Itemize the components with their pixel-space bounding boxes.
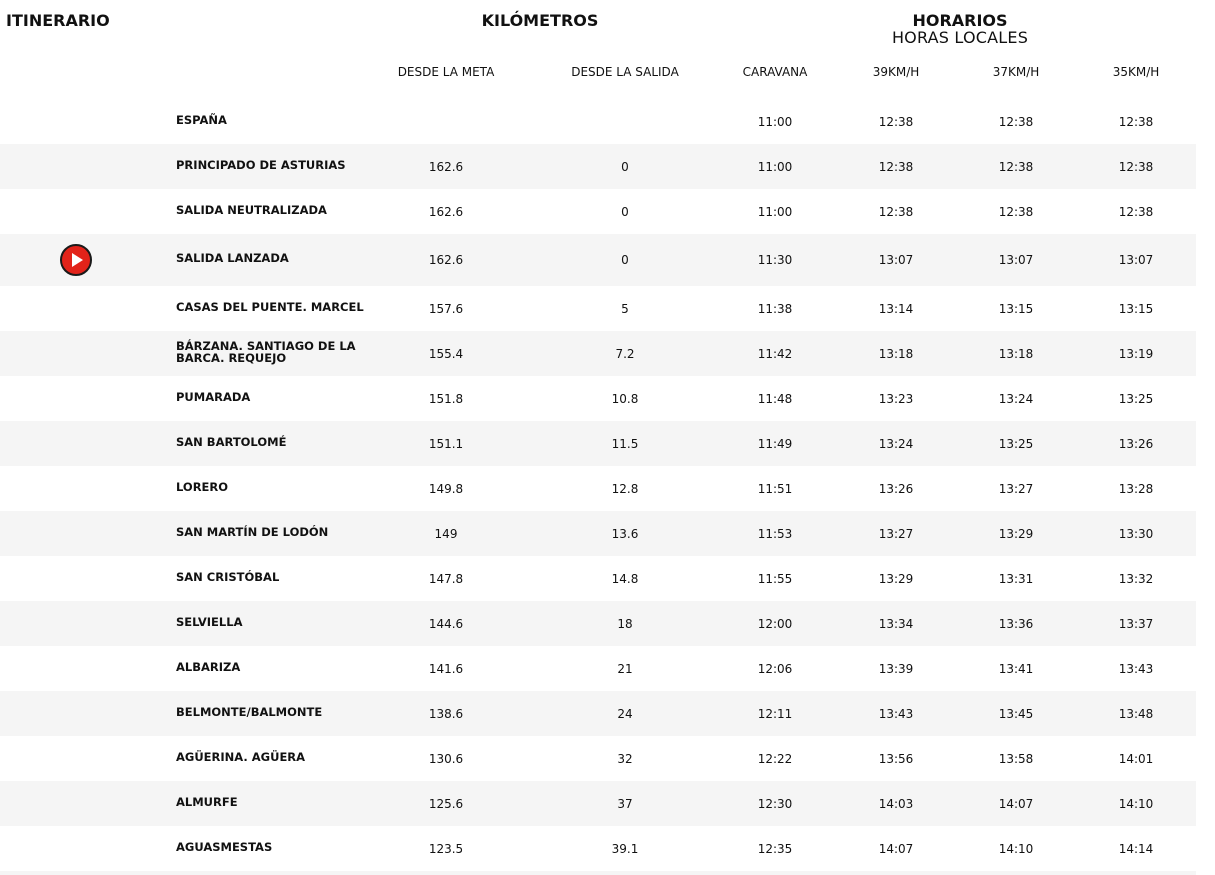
table-row: [0, 376, 1196, 421]
time-39kmh-cell: 13:39: [878, 661, 914, 676]
caravana-cell: 11:42: [757, 346, 793, 361]
table-row: [0, 646, 1196, 691]
time-39kmh-cell: 13:43: [878, 706, 914, 721]
play-triangle-icon: [72, 253, 83, 267]
time-35kmh-cell: 13:19: [1118, 346, 1154, 361]
table-row: [0, 556, 1196, 601]
desde-la-salida-cell: 5: [621, 301, 629, 316]
caravana-cell: 11:00: [757, 204, 793, 219]
time-39kmh-cell: 14:07: [878, 841, 914, 856]
time-35kmh-cell: 13:37: [1118, 616, 1154, 631]
table-row: [0, 736, 1196, 781]
location-name-cell: CASAS DEL PUENTE. MARCEL: [176, 299, 364, 314]
time-35kmh-cell: 13:43: [1118, 661, 1154, 676]
table-row: [0, 234, 1196, 286]
desde-la-salida-cell: 18: [617, 616, 633, 631]
desde-la-meta-cell: 162.6: [428, 253, 464, 267]
location-name-cell: [176, 869, 366, 875]
desde-la-meta-cell: 162.6: [428, 204, 464, 219]
col-header-35kmh: 35KM/H: [1112, 65, 1160, 79]
table-row: [0, 144, 1196, 189]
time-37kmh-cell: 13:18: [998, 346, 1034, 361]
time-39kmh-cell: 13:27: [878, 526, 914, 541]
time-39kmh-cell: 13:26: [878, 481, 914, 496]
table-row: [0, 99, 1196, 144]
desde-la-salida-cell: 37: [617, 796, 633, 811]
location-name-cell: AGÜERINA. AGÜERA: [176, 749, 306, 764]
desde-la-salida-cell: 0: [621, 253, 629, 267]
desde-la-meta-cell: [386, 871, 506, 875]
caravana-cell: 11:55: [757, 571, 793, 586]
table-row: [0, 871, 1196, 875]
location-name-cell: SALIDA LANZADA: [176, 251, 289, 265]
desde-la-meta-cell: 157.6: [428, 301, 464, 316]
desde-la-meta-cell: 141.6: [428, 661, 464, 676]
caravana-cell: 11:51: [757, 481, 793, 496]
time-37kmh-cell: 13:24: [998, 391, 1034, 406]
time-35kmh-cell: 13:07: [1118, 253, 1154, 267]
time-35kmh-cell: 13:30: [1118, 526, 1154, 541]
desde-la-salida-cell: [565, 871, 685, 875]
time-37kmh-cell: 13:31: [998, 571, 1034, 586]
desde-la-meta-cell: 155.4: [428, 346, 464, 361]
time-37kmh-cell: 14:07: [998, 796, 1034, 811]
desde-la-meta-cell: 138.6: [428, 706, 464, 721]
play-icon[interactable]: [60, 244, 92, 276]
table-row: [0, 781, 1196, 826]
caravana-cell: 11:38: [757, 301, 793, 316]
desde-la-meta-cell: 123.5: [428, 841, 464, 856]
desde-la-meta-cell: 130.6: [428, 751, 464, 766]
time-39kmh-cell: 13:07: [878, 253, 914, 267]
caravana-cell: [715, 871, 835, 875]
location-name-cell: AGUASMESTAS: [176, 839, 273, 854]
time-35kmh-cell: 13:32: [1118, 571, 1154, 586]
time-39kmh-cell: [836, 871, 956, 875]
desde-la-salida-cell: 10.8: [611, 391, 639, 406]
time-39kmh-cell: 13:29: [878, 571, 914, 586]
time-37kmh-cell: 13:58: [998, 751, 1034, 766]
location-name-cell: ESPAÑA: [176, 112, 227, 127]
time-39kmh-cell: 13:18: [878, 346, 914, 361]
desde-la-salida-cell: 24: [617, 706, 633, 721]
location-name-cell: SELVIELLA: [176, 614, 243, 629]
col-header-37kmh: 37KM/H: [992, 65, 1040, 79]
time-35kmh-cell: 13:48: [1118, 706, 1154, 721]
desde-la-meta-cell: 162.6: [428, 159, 464, 174]
col-header-desde-la-meta: DESDE LA META: [397, 65, 495, 79]
time-37kmh-cell: 13:45: [998, 706, 1034, 721]
location-name-cell: SAN MARTÍN DE LODÓN: [176, 524, 329, 539]
time-39kmh-cell: 13:24: [878, 436, 914, 451]
desde-la-salida-cell: 39.1: [611, 841, 639, 856]
time-39kmh-cell: 13:14: [878, 301, 914, 316]
location-name-cell: LORERO: [176, 479, 229, 494]
desde-la-meta-cell: [386, 99, 506, 144]
col-header-caravana: CARAVANA: [742, 65, 808, 79]
desde-la-salida-cell: 7.2: [615, 346, 635, 361]
desde-la-salida-cell: 11.5: [611, 436, 639, 451]
time-35kmh-cell: 13:26: [1118, 436, 1154, 451]
time-37kmh-cell: 13:25: [998, 436, 1034, 451]
time-37kmh-cell: 12:38: [998, 159, 1034, 174]
table-row: [0, 286, 1196, 331]
table-row: [0, 421, 1196, 466]
time-39kmh-cell: 12:38: [878, 114, 914, 129]
time-35kmh-cell: 14:10: [1118, 796, 1154, 811]
location-name-cell: ALBARIZA: [176, 659, 241, 674]
desde-la-salida-cell: 0: [621, 204, 629, 219]
location-name-cell: SALIDA NEUTRALIZADA: [176, 202, 327, 217]
desde-la-meta-cell: 151.8: [428, 391, 464, 406]
itinerary-table: [0, 99, 1196, 875]
desde-la-meta-cell: 144.6: [428, 616, 464, 631]
caravana-cell: 11:00: [757, 159, 793, 174]
time-35kmh-cell: 14:01: [1118, 751, 1154, 766]
col-header-desde-la-salida: DESDE LA SALIDA: [571, 65, 679, 79]
caravana-cell: 12:06: [757, 661, 793, 676]
time-37kmh-cell: 13:41: [998, 661, 1034, 676]
caravana-cell: 11:49: [757, 436, 793, 451]
time-35kmh-cell: 12:38: [1118, 204, 1154, 219]
table-row: [0, 189, 1196, 234]
time-37kmh-cell: 12:38: [998, 204, 1034, 219]
time-37kmh-cell: 12:38: [998, 114, 1034, 129]
location-name-cell: SAN BARTOLOMÉ: [176, 434, 287, 449]
table-row: [0, 601, 1196, 646]
time-35kmh-cell: 14:14: [1118, 841, 1154, 856]
time-37kmh-cell: 13:36: [998, 616, 1034, 631]
time-37kmh-cell: 13:15: [998, 301, 1034, 316]
time-35kmh-cell: 13:15: [1118, 301, 1154, 316]
location-name-cell: BELMONTE/BALMONTE: [176, 704, 323, 719]
desde-la-salida-cell: 13.6: [611, 526, 639, 541]
time-35kmh-cell: 13:25: [1118, 391, 1154, 406]
time-39kmh-cell: 13:56: [878, 751, 914, 766]
desde-la-meta-cell: 125.6: [428, 796, 464, 811]
time-39kmh-cell: 13:34: [878, 616, 914, 631]
desde-la-meta-cell: 149.8: [428, 481, 464, 496]
location-name-cell: BÁRZANA. SANTIAGO DE LA BARCA. REQUEJO: [176, 338, 356, 365]
time-35kmh-cell: 13:28: [1118, 481, 1154, 496]
caravana-cell: 12:11: [757, 706, 793, 721]
table-row: [0, 331, 1196, 376]
time-37kmh-cell: 13:27: [998, 481, 1034, 496]
time-35kmh-cell: 12:38: [1118, 114, 1154, 129]
location-name-cell: PUMARADA: [176, 389, 251, 404]
caravana-cell: 12:30: [757, 796, 793, 811]
time-37kmh-cell: 14:10: [998, 841, 1034, 856]
table-row: [0, 691, 1196, 736]
desde-la-salida-cell: 0: [621, 159, 629, 174]
kilometros-heading: KILÓMETROS: [481, 11, 599, 30]
desde-la-meta-cell: 147.8: [428, 571, 464, 586]
table-row: [0, 466, 1196, 511]
col-header-39kmh: 39KM/H: [872, 65, 920, 79]
location-name-cell: SAN CRISTÓBAL: [176, 569, 280, 584]
time-39kmh-cell: 14:03: [878, 796, 914, 811]
desde-la-meta-cell: 151.1: [428, 436, 464, 451]
caravana-cell: 11:48: [757, 391, 793, 406]
desde-la-salida-cell: [565, 99, 685, 144]
time-37kmh-cell: [956, 871, 1076, 875]
desde-la-salida-cell: 32: [617, 751, 633, 766]
caravana-cell: 12:35: [757, 841, 793, 856]
location-name-cell: ALMURFE: [176, 794, 238, 809]
table-row: [0, 511, 1196, 556]
location-name-cell: PRINCIPADO DE ASTURIAS: [176, 157, 346, 172]
desde-la-salida-cell: 14.8: [611, 571, 639, 586]
time-39kmh-cell: 12:38: [878, 159, 914, 174]
time-39kmh-cell: 13:23: [878, 391, 914, 406]
caravana-cell: 11:30: [757, 253, 793, 267]
time-35kmh-cell: 12:38: [1118, 159, 1154, 174]
desde-la-meta-cell: 149: [434, 526, 458, 541]
horas-locales-subheading: HORAS LOCALES: [891, 28, 1029, 47]
itinerario-heading: ITINERARIO: [6, 11, 110, 30]
time-37kmh-cell: 13:29: [998, 526, 1034, 541]
time-35kmh-cell: [1076, 871, 1196, 875]
caravana-cell: 12:00: [757, 616, 793, 631]
horarios-heading: HORARIOS: [912, 11, 1008, 30]
desde-la-salida-cell: 12.8: [611, 481, 639, 496]
caravana-cell: 11:53: [757, 526, 793, 541]
desde-la-salida-cell: 21: [617, 661, 633, 676]
caravana-cell: 12:22: [757, 751, 793, 766]
time-37kmh-cell: 13:07: [998, 253, 1034, 267]
time-39kmh-cell: 12:38: [878, 204, 914, 219]
table-row: [0, 826, 1196, 871]
caravana-cell: 11:00: [757, 114, 793, 129]
